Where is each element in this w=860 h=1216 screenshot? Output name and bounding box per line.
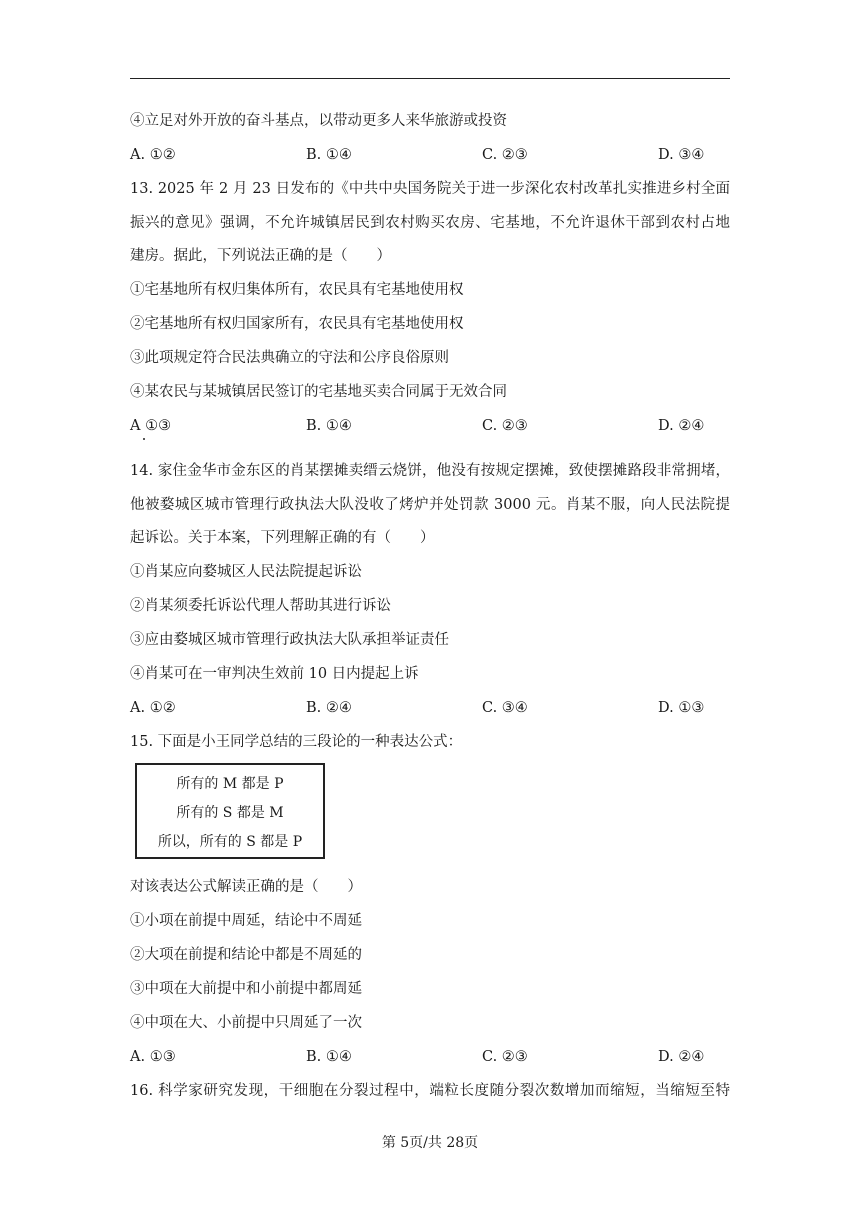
q15-options	[130, 1047, 730, 1067]
q14-statement-4: ④肖某可在一审判决生效前 10 日内提起上诉	[130, 666, 419, 682]
q14-stem-line-2: 他被婺城区城市管理行政执法大队没收了烤炉并处罚款 3000 元。肖某不服，向人民法院提	[130, 497, 730, 513]
q12-option-b[interactable]: B. ①④	[306, 147, 352, 163]
q15-intro: 15. 下面是小王同学总结的三段论的一种表达公式：	[130, 734, 463, 750]
q13-statement-4: ④某农民与某城镇居民签订的宅基地买卖合同属于无效合同	[130, 384, 507, 400]
syllogism-formula-box	[135, 763, 325, 859]
q13-option-c[interactable]: C. ②③	[482, 418, 528, 434]
page-number-footer: 第 5页/共 28页	[381, 1135, 479, 1151]
q13-option-b[interactable]: B. ①④	[306, 418, 352, 434]
q14-option-c[interactable]: C. ③④	[482, 700, 528, 716]
q14-options	[130, 698, 730, 718]
q15-statement-1: ①小项在前提中周延，结论中不周延	[130, 913, 362, 929]
q12-option-d[interactable]: D. ③④	[658, 147, 705, 163]
q15-option-d[interactable]: D. ②④	[658, 1049, 705, 1065]
q13-option-a[interactable]: A ①③	[130, 418, 172, 434]
q15-statement-3: ③中项在大前提中和小前提中都周延	[130, 981, 362, 997]
q15-question: 对该表达公式解读正确的是（ ）	[130, 879, 362, 895]
q15-option-b[interactable]: B. ①④	[306, 1049, 352, 1065]
header-rule	[130, 78, 730, 79]
q13-options	[130, 416, 730, 436]
q15-option-c[interactable]: C. ②③	[482, 1049, 528, 1065]
q14-statement-1: ①肖某应向婺城区人民法院提起诉讼	[130, 564, 362, 580]
q12-statement-4: ④立足对外开放的奋斗基点，以带动更多人来华旅游或投资	[130, 113, 507, 129]
q15-statement-2: ②大项在前提和结论中都是不周延的	[130, 947, 362, 963]
q12-options	[130, 145, 730, 165]
q13-option-d[interactable]: D. ②④	[658, 418, 705, 434]
q13-statement-3: ③此项规定符合民法典确立的守法和公序良俗原则	[130, 350, 449, 366]
q12-option-a[interactable]: A. ①②	[130, 147, 176, 163]
q14-statement-3: ③应由婺城区城市管理行政执法大队承担举证责任	[130, 632, 449, 648]
q13-statement-1: ①宅基地所有权归集体所有，农民具有宅基地使用权	[130, 282, 464, 298]
q14-statement-2: ②肖某须委托诉讼代理人帮助其进行诉讼	[130, 598, 391, 614]
q14-option-b[interactable]: B. ②④	[306, 700, 352, 716]
q13-stem-line-1: 13. 2025 年 2 月 23 日发布的《中共中央国务院关于进一步深化农村改革扎实推进乡村全面	[130, 181, 730, 197]
q13-stem-line-3: 建房。据此，下列说法正确的是（ ）	[130, 248, 391, 264]
formula-minor-premise: 所有的 S 都是 M	[176, 805, 284, 821]
q12-option-c[interactable]: C. ②③	[482, 147, 528, 163]
q15-statement-4: ④中项在大、小前提中只周延了一次	[130, 1015, 362, 1031]
q16-stem-line-1: 16. 科学家研究发现，干细胞在分裂过程中，端粒长度随分裂次数增加而缩短，当缩短至特	[130, 1083, 730, 1099]
formula-major-premise: 所有的 M 都是 P	[176, 776, 284, 792]
q14-option-d[interactable]: D. ①③	[658, 700, 705, 716]
formula-conclusion: 所以，所有的 S 都是 P	[157, 834, 303, 850]
q13-statement-2: ②宅基地所有权归国家所有，农民具有宅基地使用权	[130, 316, 464, 332]
q14-stem-line-3: 起诉讼。关于本案，下列理解正确的有（ ）	[130, 530, 435, 546]
q14-option-a[interactable]: A. ①②	[130, 700, 176, 716]
q15-option-a[interactable]: A. ①③	[130, 1049, 176, 1065]
stray-dot-mark	[143, 438, 145, 440]
q13-stem-line-2: 振兴的意见》强调，不允许城镇居民到农村购买农房、宅基地，不允许退休干部到农村占地	[130, 215, 730, 231]
q14-stem-line-1: 14. 家住金华市金东区的肖某摆摊卖缙云烧饼，他没有按规定摆摊，致使摆摊路段非常拥堵，	[130, 463, 730, 479]
